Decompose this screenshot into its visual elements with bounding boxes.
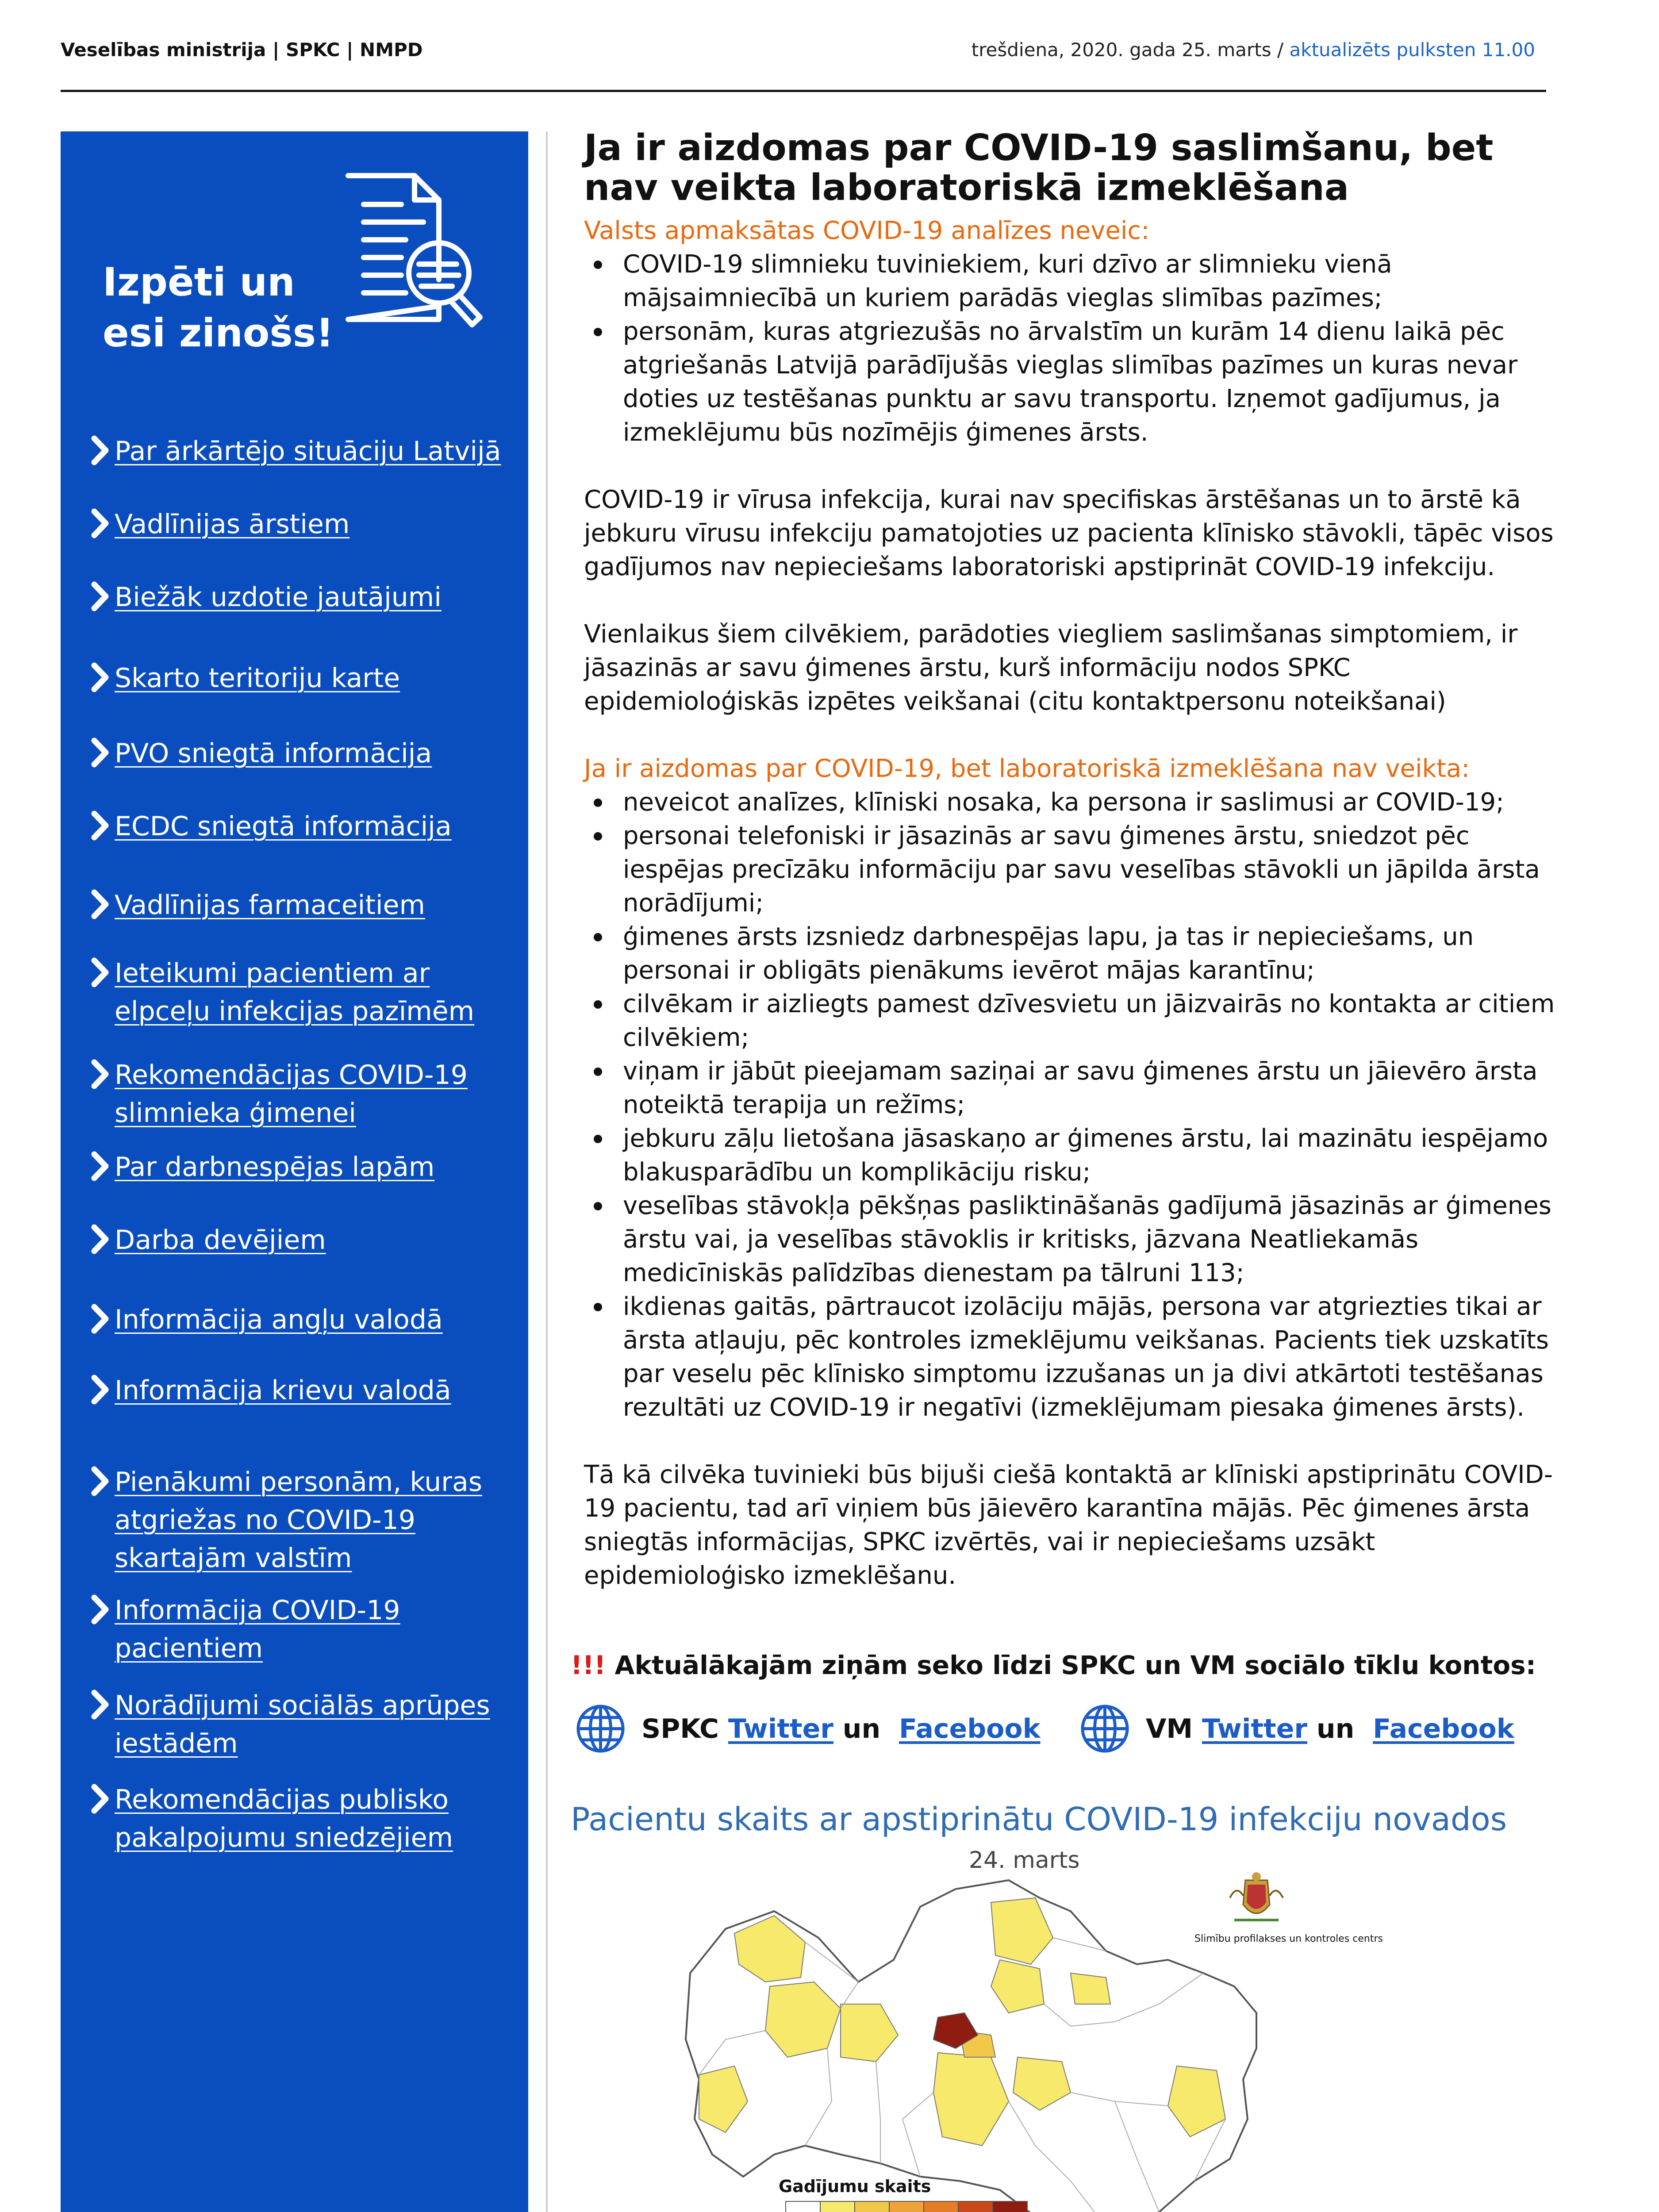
legend-swatch — [992, 2201, 1028, 2212]
legend-swatches — [785, 2201, 1027, 2212]
social-heading-text: Aktuālākajām ziņām seko līdzi SPKC un VM sociālo tīklu kontos: — [606, 1650, 1536, 1680]
sidebar-link-english-info[interactable] — [88, 1301, 443, 1339]
sidebar-link-returning-persons[interactable] — [88, 1463, 482, 1577]
header-date-block — [972, 39, 1535, 61]
chevron-right-icon — [88, 956, 115, 989]
sidebar-link-label: Par darbnespējas lapām — [115, 1152, 435, 1183]
chevron-right-icon — [88, 1593, 115, 1626]
section1-list — [584, 248, 1557, 449]
globe-icon — [1079, 1703, 1130, 1754]
chevron-right-icon — [88, 1058, 115, 1091]
vm-label: VM — [1146, 1713, 1193, 1744]
globe-icon — [575, 1703, 626, 1754]
region-1-5 — [1071, 1973, 1110, 2004]
list-item: neveicot analīzes, klīniski nosaka, ka persona ir saslimusi ar COVID-19; — [584, 786, 1557, 819]
vm-twitter-link[interactable]: Twitter — [1202, 1713, 1308, 1744]
sidebar-link-faq[interactable] — [88, 578, 442, 616]
sidebar-link-ecdc-info[interactable] — [88, 807, 452, 845]
sidebar-link-label: Darba devējiem — [115, 1225, 326, 1256]
page-title: Ja ir aizdomas par COVID-19 saslimšanu, bet nav veikta laboratoriskā izmeklēšana — [584, 127, 1494, 209]
header-updated: aktualizēts pulksten 11.00 — [1289, 39, 1535, 61]
crest-caption: Slimību profilakses un kontroles centrs — [1194, 1933, 1383, 1944]
main-content — [584, 128, 1557, 1593]
chevron-right-icon — [88, 888, 115, 921]
sidebar-title-line1: Izpēti un — [103, 259, 295, 305]
spkc-twitter-link[interactable]: Twitter — [728, 1713, 833, 1744]
sidebar-link-who-info[interactable] — [88, 734, 432, 772]
header-divider — [61, 90, 1546, 92]
list-item: COVID-19 slimnieku tuviniekiem, kuri dzīvo ar slimnieku vienā mājsaimniecībā un kuriem parādās vieglas slimības pazīmes; — [584, 248, 1557, 315]
sidebar-link-label: Pienākumi personām, kuras atgriežas no COVID-19 skartajām valstīm — [115, 1467, 483, 1574]
chevron-right-icon — [88, 661, 115, 694]
sidebar-link-social-care[interactable] — [88, 1686, 490, 1763]
list-item: veselības stāvokļa pēkšņas pasliktināšanās gadījumā jāsazinās ar ģimenes ārstu vai, ja veselības stāvoklis ir kritisks, jāzvana Neatliekamās medicīniskās palīdzības dienestam pa tālruni 113; — [584, 1189, 1557, 1290]
section1-heading: Valsts apmaksātas COVID-19 analīzes neveic: — [584, 216, 1150, 245]
legend-swatch — [889, 2201, 924, 2212]
latvia-cases-map — [672, 1871, 1416, 2212]
map-title: Pacientu skaits ar apstiprinātu COVID-19 infekciju novados — [571, 1801, 1507, 1838]
list-item: ģimenes ārsts izsniedz darbnespējas lapu, ja tas ir nepieciešams, un personai ir obligāts pienākums ievērot mājas karantīnu; — [584, 920, 1557, 987]
sidebar-link-label: ECDC sniegtā informācija — [115, 811, 452, 842]
chevron-right-icon — [88, 1688, 115, 1721]
chevron-right-icon — [88, 580, 115, 613]
chevron-right-icon — [88, 1373, 115, 1406]
sidebar-link-label: Informācija angļu valodā — [115, 1304, 443, 1335]
chevron-right-icon — [88, 434, 115, 467]
legend-swatch — [785, 2201, 821, 2212]
sidebar-title-line2: esi zinošs! — [103, 310, 334, 356]
chevron-right-icon — [88, 1223, 115, 1256]
chevron-right-icon — [88, 1150, 115, 1183]
sidebar-link-label: Informācija COVID-19 pacientiem — [115, 1595, 400, 1664]
vm-facebook-link[interactable]: Facebook — [1373, 1713, 1514, 1744]
legend-swatch — [923, 2201, 959, 2212]
legend-swatch — [854, 2201, 890, 2212]
chevron-right-icon — [88, 1782, 115, 1816]
sidebar-link-label: Rekomendācijas COVID-19 slimnieka ģimenei — [115, 1060, 468, 1129]
list-item: jebkuru zāļu lietošana jāsaskaņo ar ģimenes ārstu, lai mazinātu iespējamo blakusparādību un komplikāciju risku; — [584, 1122, 1557, 1189]
header-separator: / — [1277, 39, 1284, 61]
chevron-right-icon — [88, 507, 115, 540]
document-search-icon — [339, 169, 490, 333]
latvia-crest-icon — [1225, 1871, 1287, 1929]
map-date: 24. marts — [969, 1847, 1080, 1874]
paragraph-relatives-quarantine: Tā kā cilvēka tuvinieki būs bijuši ciešā kontaktā ar klīniski apstiprinātu COVID-19 pacientu, tad arī viņiem būs jāievēro karantīna mājās. Pēc ģimenes ārsta sniegtās informācijas, SPKC izvērtēs, vai ir nepieciešams uzsākt epidemioloģisko izmeklēšanu. — [584, 1460, 1553, 1590]
legend-swatch — [958, 2201, 993, 2212]
sidebar-link-label: Skarto teritoriju karte — [115, 663, 400, 694]
header-org: Veselības ministrija | SPKC | NMPD — [61, 39, 423, 61]
social-heading — [571, 1650, 1536, 1680]
spkc-and: un — [842, 1713, 881, 1744]
sidebar-link-covid-patients[interactable] — [88, 1591, 400, 1667]
list-item: ikdienas gaitās, pārtraucot izolāciju mājās, persona var atgriezties tikai ar ārsta atļauju, pēc kontroles izmeklējumu veikšanas. Pacients tiek uzskatīts par veselu pēc klīnisko simptomu izzušanas un ja divi atkārtoti testēšanas rezultāti uz COVID-19 ir negatīvi (izmeklējumam piesaka ģimenes ārsts). — [584, 1290, 1557, 1425]
sidebar-link-affected-map[interactable] — [88, 659, 400, 697]
sidebar-link-label: Vadlīnijas ārstiem — [115, 509, 350, 540]
sidebar-link-respiratory-patients[interactable] — [88, 954, 474, 1030]
list-item: personai telefoniski ir jāsazinās ar savu ģimenes ārstu, sniedzot pēc iespējas precīzāku informāciju par savu veselības stāvokli un jāpilda ārsta norādījumi; — [584, 819, 1557, 920]
column-divider — [546, 131, 548, 2212]
sidebar-link-label: Vadlīnijas farmaceitiem — [115, 890, 425, 921]
sidebar-link-label: Rekomendācijas publisko pakalpojumu sniedzējiem — [115, 1784, 453, 1853]
sidebar-link-label: Biežāk uzdotie jautājumi — [115, 582, 442, 613]
list-item: personām, kuras atgriezušās no ārvalstīm un kurām 14 dienu laikā pēc atgriešanās Latvijā parādījušās vieglas slimības pazīmes un kuras nevar doties uz testēšanas punktu ar savu transportu. Izņemot gadījumus, ja izmeklējumu būs nozīmējis ģimenes ārsts. — [584, 315, 1557, 449]
sidebar-link-employers[interactable] — [88, 1221, 326, 1259]
chevron-right-icon — [88, 809, 115, 842]
paragraph-contact-doctor: Vienlaikus šiem cilvēkiem, parādoties viegliem saslimšanas simptomiem, ir jāsazinās ar savu ģimenes ārstu, kurš informāciju nodos SPKC epidemioloģiskās izpētes veikšanai (citu kontaktpersonu noteikšanai) — [584, 620, 1518, 716]
exclamation-marks: !!! — [571, 1650, 606, 1680]
sidebar-link-guidelines-doctors[interactable] — [88, 505, 349, 543]
chevron-right-icon — [88, 1302, 115, 1336]
legend-swatch — [820, 2201, 855, 2212]
sidebar-link-patient-family[interactable] — [88, 1056, 468, 1132]
sidebar-link-emergency-situation[interactable] — [88, 432, 501, 470]
sidebar-title — [103, 257, 334, 358]
sidebar — [61, 131, 528, 2212]
sidebar-link-russian-info[interactable] — [88, 1371, 451, 1409]
sidebar-link-label: PVO sniegtā informācija — [115, 738, 432, 769]
chevron-right-icon — [88, 736, 115, 769]
sidebar-link-guidelines-pharmacists[interactable] — [88, 886, 425, 924]
sidebar-link-label: Ieteikumi pacientiem ar elpceļu infekcijas pazīmēm — [115, 958, 475, 1027]
sidebar-link-public-service[interactable] — [88, 1781, 453, 1857]
social-spkc — [575, 1703, 1041, 1754]
header-date: trešdiena, 2020. gada 25. marts — [971, 39, 1271, 61]
social-vm — [1079, 1703, 1514, 1754]
vm-and: un — [1316, 1713, 1355, 1744]
sidebar-link-label: Informācija krievu valodā — [115, 1375, 451, 1406]
legend-title: Gadījumu skaits — [779, 2177, 931, 2196]
list-item: viņam ir jābūt pieejamam saziņai ar savu ģimenes ārstu un jāievēro ārsta noteiktā terapija un režīms; — [584, 1055, 1557, 1122]
paragraph-virus-info: COVID-19 ir vīrusa infekcija, kurai nav specifiskas ārstēšanas un to ārstē kā jebkuru vīrusu infekciju pamatojoties uz pacienta klīnisko stāvokli, tāpēc visos gadījumos nav nepieciešams laboratoriski apstiprināt COVID-19 infekciju. — [584, 485, 1554, 581]
chevron-right-icon — [88, 1465, 115, 1498]
section2-heading: Ja ir aizdomas par COVID-19, bet laboratoriskā izmeklēšana nav veikta: — [584, 754, 1470, 783]
sidebar-link-label: Par ārkārtējo situāciju Latvijā — [115, 436, 501, 467]
sidebar-link-label: Norādījumi sociālās aprūpes iestādēm — [115, 1690, 490, 1759]
spkc-label: SPKC — [641, 1713, 719, 1744]
sidebar-link-sick-leave[interactable] — [88, 1148, 434, 1186]
spkc-facebook-link[interactable]: Facebook — [899, 1713, 1041, 1744]
list-item: cilvēkam ir aizliegts pamest dzīvesvietu un jāizvairās no kontakta ar citiem cilvēkiem; — [584, 987, 1557, 1055]
section2-list — [584, 786, 1557, 1425]
